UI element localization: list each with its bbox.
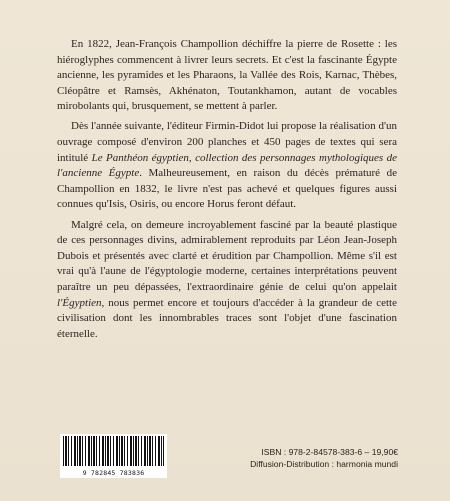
- paragraph-1: [57, 37, 397, 115]
- paragraph-3-text-a: Malgré cela, on demeure incroyablement fasciné par la beauté plastique de ces personnages divins, admirablement reproduits par Léon Jean-Joseph Dubois et présentés avec clarté et érudition par Champollion. Même s'il est vrai qu'à l'aune de l'égyptologie moderne, certaines interprétations peuvent paraître un peu dépassées, l'extraordinaire génie de celui qu'on appelait: [57, 218, 397, 293]
- paragraph-1-text: En 1822, Jean-François Champollion déchiffre la pierre de Rosette : les hiéroglyphes commencent à livrer leurs secrets. Et c'est la fascinante Égypte ancienne, les pyramides et les Pharaons, la Vallée des Rois, Karnac, Thèbes, Cléopâtre et Ramsès, Akhénaton, Toutankhamon, autant de vocables mirobolants qui, brusquement, se mettent à parler.: [57, 38, 397, 113]
- barcode: [60, 434, 167, 478]
- isbn-price: ISBN : 978-2-84578-383-6 – 19,90€: [261, 447, 398, 457]
- paragraph-2: [57, 119, 397, 213]
- isbn-block: [250, 446, 398, 470]
- distribution-line: Diffusion-Distribution : harmonia mundi: [250, 459, 398, 469]
- paragraph-3-text-b: , nous permet encore et toujours d'accéder à la grandeur de cette civilisation dont les innombrables traces sont l'objet d'une fascination éternelle.: [57, 296, 397, 340]
- champollion-epithet: l'Égyptien: [57, 296, 102, 309]
- paragraph-3: [57, 218, 397, 343]
- barcode-digits: 9 782845 783836: [82, 469, 145, 477]
- paragraph-2-text-b: . Malheureusement, en raison du décès prématuré de Champollion en 1832, le livre n'est pas achevé et quelques figures aussi connues qu'Isis, Osiris, ou encore Horus feront défaut.: [57, 167, 397, 211]
- barcode-bars: [63, 436, 164, 466]
- blurb-text: [57, 37, 397, 347]
- book-title: Le Panthéon égyptien, collection des personnages mythologiques de l'ancienne Égypte: [57, 151, 397, 180]
- paragraph-2-text-a: Dès l'année suivante, l'éditeur Firmin-Didot lui propose la réalisation d'un ouvrage composé d'environ 200 planches et 450 pages de textes qui sera intitulé: [57, 120, 397, 164]
